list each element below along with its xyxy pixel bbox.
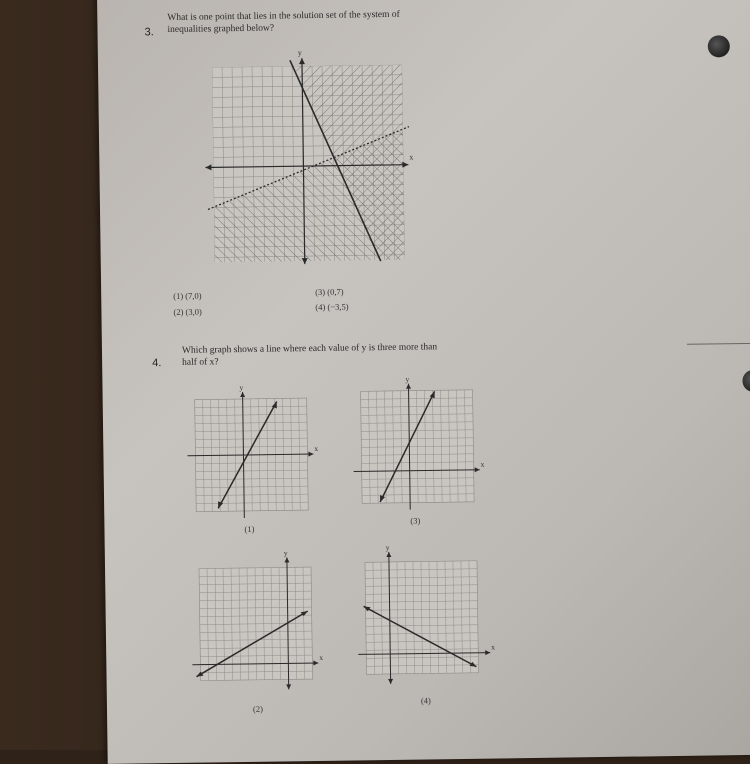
q4-graph-2 <box>187 547 329 699</box>
q4-graph-3 <box>348 375 490 517</box>
q3-choice-4: (4) (−3,5) <box>315 301 349 312</box>
binder-hole-middle <box>742 370 750 392</box>
question-4-number: 4. <box>152 357 162 370</box>
question-3-number: 3. <box>144 26 154 39</box>
question-4-text-line1: Which graph shows a line where each value of y is three more than <box>181 342 438 356</box>
q4-graph-1-label: (1) <box>244 523 255 534</box>
q4g3-y-label: y <box>405 374 410 384</box>
answer-line-q4 <box>687 343 750 345</box>
worksheet-page <box>97 0 750 764</box>
q4-graph-2-label: (2) <box>252 703 263 714</box>
q4g2-x-label: x <box>319 652 324 662</box>
question-3-graph <box>202 45 415 268</box>
q3-choice-3: (3) (0,7) <box>315 286 344 297</box>
q4-graph-4-label: (4) <box>420 695 431 706</box>
q4g4-x-label: x <box>491 642 495 652</box>
q4g3-x-label: x <box>480 459 485 469</box>
q3-choice-2: (2) (3,0) <box>173 306 202 317</box>
q4g1-y-label: y <box>239 382 244 393</box>
q4g2-y-label: y <box>283 548 288 558</box>
q3-choice-1: (1) (7,0) <box>173 290 202 301</box>
question-3-text-line1: What is one point that lies in the solution set of the system of <box>167 9 400 24</box>
q3-x-axis-label: x <box>409 152 414 162</box>
q4-graph-3-label: (3) <box>410 515 421 526</box>
q4-graph-4 <box>353 540 500 692</box>
q4g1-x-label: x <box>314 443 319 454</box>
q4-graph-1 <box>182 383 324 525</box>
q4g4-y-label: y <box>385 542 390 553</box>
q3-y-axis-label: y <box>297 48 302 58</box>
question-3-text-line2: inequalities graphed below? <box>167 23 275 36</box>
binder-hole-top <box>708 35 730 57</box>
question-4-text-line2: half of x? <box>182 357 219 368</box>
